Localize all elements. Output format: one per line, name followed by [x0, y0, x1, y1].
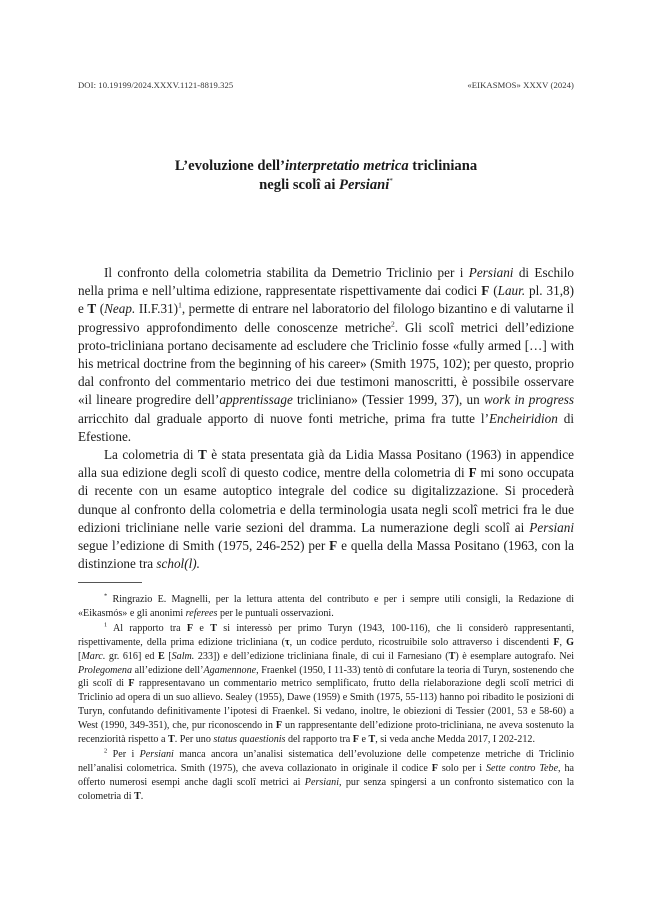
text-run: Il confronto della colometria stabilita da Demetrio Triclinio per i: [104, 265, 469, 280]
italic-run: Marc.: [81, 650, 106, 662]
text-run: tricliniano» (Tessier 1999, 37), un: [292, 392, 484, 408]
text-run: del rapporto tra: [285, 734, 353, 746]
title-italic: interpretatio metrica: [284, 158, 409, 174]
bold-run: T: [134, 790, 141, 802]
footnote-2: [78, 748, 574, 804]
text-run: segue l’edizione di Smith (1975, 246-252) per: [78, 538, 330, 554]
title-footnote-marker: *: [389, 177, 393, 186]
italic-run: referees: [185, 607, 218, 619]
text-run: Al rapporto tra: [107, 622, 187, 634]
note-ref: 1: [104, 621, 108, 629]
italic-run: schol(l).: [156, 556, 200, 572]
article-title: [78, 157, 574, 195]
italic-run: apprentissage: [219, 392, 293, 408]
text-run: , si veda anche Medda 2017, I 202-212.: [375, 734, 535, 746]
text-run: solo per i: [437, 762, 486, 774]
bold-run: T: [87, 301, 97, 317]
italic-run: Salm.: [171, 650, 195, 662]
title-italic: Persiani: [339, 177, 390, 193]
bold-run: F: [329, 538, 338, 554]
italic-run: work in progress: [483, 392, 574, 408]
bold-run: F: [431, 762, 438, 774]
text-run: . Gli scolî metrici dell’edizione proto-tricliniana portano decisamente ad escludere che Triclinio fosse «fully armed […] with his metrical doctrine from the beginning of his career» (Smith 1975, 102); per questo, proprio dal confronto del commentario metrico dei due testimoni manoscritti, è possibile osservare «il lineare progredire dell’: [78, 319, 574, 408]
paragraph-2: [78, 446, 574, 573]
italic-run: Persiani: [139, 748, 174, 760]
italic-run: status quaestionis: [213, 734, 286, 746]
bold-run: T: [198, 447, 207, 463]
text-run: di Efestione.: [78, 410, 574, 444]
text-run: II.F.31): [135, 301, 179, 317]
bold-run: τ: [285, 636, 290, 648]
text-run: , Fraenkel (1950, I 11-33) tentò di confutare la teoria di Turyn, sostenendo che gli scolî di: [78, 664, 574, 690]
note-ref: 2: [390, 319, 395, 329]
text-run: . Per uno: [174, 734, 214, 746]
text-run: La colometria di: [104, 447, 199, 463]
footnote-1: [78, 622, 574, 747]
bold-run: T: [368, 734, 376, 746]
footnote-star: [78, 593, 574, 621]
text-run: per le puntuali osservazioni.: [217, 607, 334, 619]
italic-run: Neap.: [104, 301, 136, 317]
text-run: Ringrazio E. Magnelli, per la lettura attenta del contributo e per i sempre utili consigli, la Redazione di «Eikasmós» e gli anonimi: [78, 594, 574, 619]
text-run: all’edizione dell’: [132, 664, 204, 676]
bold-run: F: [186, 622, 194, 634]
text-run: e quella della Massa Positano (1963, con la distinzione tra: [78, 538, 574, 572]
bold-run: T: [448, 650, 456, 662]
title-line-1: [78, 157, 574, 176]
text-run: , pur senza spingersi a un confronto sistematico con la colometria di: [78, 776, 574, 802]
italic-run: Sette contro Tebe: [486, 762, 559, 774]
bold-run: T: [167, 734, 175, 746]
text-run: [: [78, 650, 82, 662]
text-run: e: [193, 622, 211, 634]
paragraph-1: [78, 264, 574, 446]
text-run: di Eschilo nella prima e nell’ultima edizione, rappresentate rispettivamente dai codici: [78, 265, 574, 299]
text-run: manca ancora un’analisi sistematica dell’evoluzione delle competenze metriche di Triclinio nell’analisi colometrica. Smith (1975), che aveva collazionato in originale il codice: [78, 748, 574, 774]
text-run: un rappresentante dell’edizione proto-tricliniana, ne aveva sostenuto la recenziorità rispetto a: [78, 720, 574, 746]
text-run: .: [140, 790, 144, 802]
note-ref: 2: [104, 747, 108, 755]
text-run: ,: [559, 636, 567, 648]
title-text: L’evoluzione dell’: [174, 158, 285, 174]
text-run: si interessò per primo Turyn (1943, 100-116), che li considerò rappresentanti, rispettivamente, della prima edizione tricliniana (: [78, 622, 574, 648]
bold-run: G: [566, 636, 574, 648]
text-run: è stata presentata già da Lidia Massa Positano (1963) in appendice alla sua edizione degli scolî di questo codice, mentre della colometria di: [78, 447, 574, 481]
journal-header: «EIKASMOS» XXXV (2024): [467, 80, 574, 90]
italic-run: Encheiridion: [488, 410, 558, 426]
note-ref: *: [104, 592, 108, 600]
text-run: 233]) e dell’edizione tricliniana finale, di cui il Farnesiano (: [194, 650, 449, 662]
bold-run: T: [210, 622, 217, 634]
italic-run: Persiani: [304, 776, 340, 788]
text-run: pl. 31,8) e: [78, 283, 574, 317]
main-text: [78, 264, 574, 573]
bold-run: F: [275, 720, 283, 732]
text-run: , ha offerto numerosi esempi anche dagli scolî metrici ai: [78, 762, 574, 788]
italic-run: Agamennone: [203, 664, 257, 676]
text-run: (: [96, 301, 105, 317]
text-run: , permette di entrare nel laboratorio del filologo bizantino e di valutarne il progressivo approfondimento delle conoscenze metriche: [78, 301, 574, 335]
text-run: rappresentavano un commentario metrico semplificato, frutto della rielaborazione degli scolî metrici di Triclinio ad opera di un suo allievo. Sealey (1955), Dawe (1959) e Smith (1975, 55-113) hanno poi ribadito le posizioni di Turyn, confutando definitivamente l’ipotesi di Fraenkel. Si vedano, inoltre, le obiezioni di Tessier (2001, 53 e 58-60) a West (1990, 349-351), che, pur riconoscendo in: [78, 678, 574, 732]
italic-run: Persiani: [468, 265, 514, 280]
note-ref: 1: [178, 301, 182, 311]
text-run: ) è esemplare autografo. Nei: [455, 650, 575, 662]
bold-run: F: [553, 636, 560, 648]
bold-run: F: [352, 734, 359, 746]
title-line-2: [78, 176, 574, 195]
text-run: gr. 616] ed: [105, 650, 158, 662]
footnote-separator: [78, 582, 142, 583]
bold-run: F: [468, 465, 477, 481]
italic-run: Prolegomena: [78, 664, 133, 676]
title-text: negli scolî ai: [259, 177, 340, 193]
text-run: arricchito dal graduale apporto di nuove fonti metriche, prima fra tutte l’: [78, 410, 489, 426]
bold-run: E: [157, 650, 165, 662]
text-run: , un codice perduto, ricostruibile solo attraverso i discendenti: [289, 636, 554, 648]
footnotes: [78, 593, 574, 805]
bold-run: F: [481, 283, 490, 299]
italic-run: Laur.: [497, 283, 526, 299]
text-run: e: [358, 734, 369, 746]
text-run: Per i: [107, 748, 140, 760]
doi-header: DOI: 10.19199/2024.XXXV.1121-8819.325: [78, 80, 234, 90]
text-run: mi sono occupata di recente con un esame autoptico integrale del codice su digitalizzazione. Si procederà dunque al confronto della colometria e della terminologia usata negli scolî metrici fra le due edizioni tricliniane nelle varie sezioni del dramma. La numerazione degli scolî ai: [78, 465, 574, 535]
text-run: [: [164, 650, 172, 662]
text-run: (: [489, 283, 498, 299]
title-text: tricliniana: [408, 158, 478, 174]
italic-run: Persiani: [529, 519, 574, 535]
bold-run: F: [128, 678, 135, 690]
